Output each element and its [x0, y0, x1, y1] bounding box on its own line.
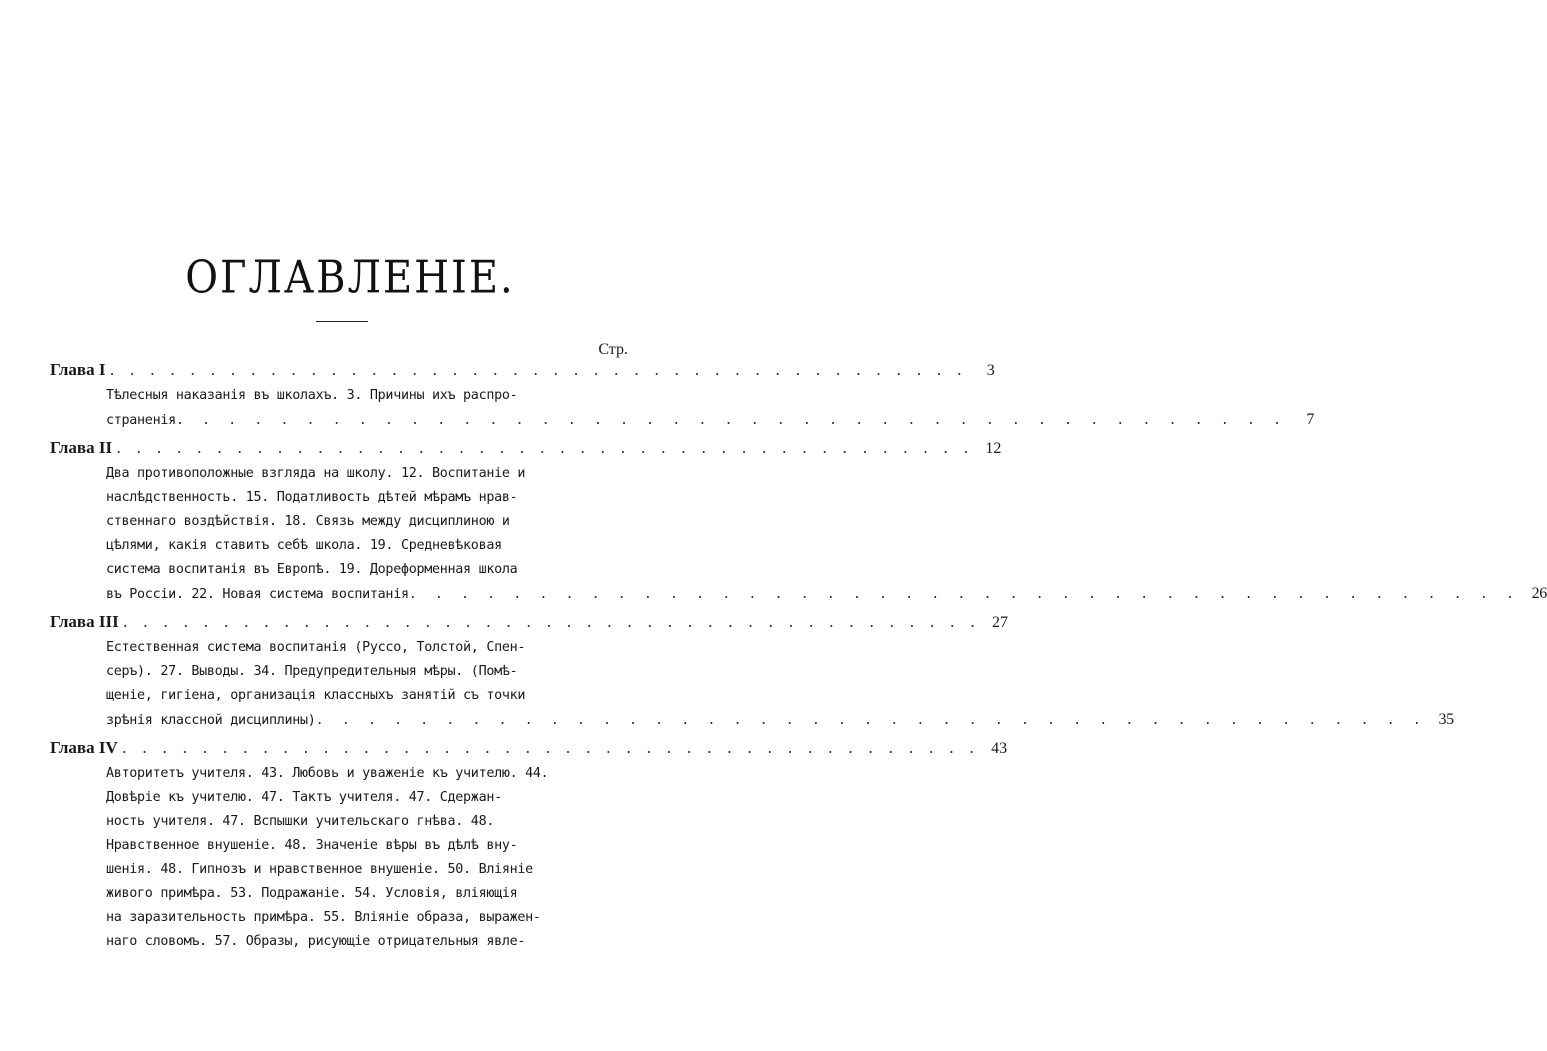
chapter-description: [106, 636, 1454, 732]
description-line: система воспитанія въ Европѣ. 19. Дореформенная школа: [106, 562, 518, 577]
description-line: Естественная система воспитанія (Руссо, Толстой, Спен-: [106, 640, 526, 655]
chapter-page-number: 43: [991, 740, 1008, 757]
table-of-contents: [50, 360, 1547, 954]
chapter-description: [106, 384, 1315, 432]
chapter-heading: [50, 738, 1008, 762]
section-page-number: 26: [1531, 585, 1547, 602]
description-line: наго словомъ. 57. Образы, рисующіе отрицательныя явле-: [106, 934, 526, 949]
chapter-heading: [50, 438, 1002, 462]
description-last-line: [106, 408, 1315, 432]
description-line: зрѣнія классной дисциплины): [106, 713, 316, 728]
chapter-description: [106, 462, 1547, 606]
description-last-line: [106, 708, 1454, 732]
dot-leader: . . . . . . . . . . . . . . . . . . . . . . . . . . . . . . . . . . . . . . . . . . .: [122, 612, 981, 631]
description-line: наслѣдственность. 15. Податливость дѣтей мѣрамъ нрав-: [106, 490, 518, 505]
page-column-label: Стр.: [598, 341, 628, 358]
description-line: серъ). 27. Выводы. 34. Предупредительныя мѣры. (Помѣ-: [106, 664, 518, 679]
description-line: на заразительность примѣра. 55. Вліяніе образа, выражен-: [106, 910, 541, 925]
chapter-page-number: 27: [992, 614, 1009, 631]
chapter-label: Глава II: [50, 438, 113, 457]
dot-leader: . . . . . . . . . . . . . . . . . . . . . . . . . . . . . . . . . . . . . . . . . . .: [408, 587, 1519, 602]
description-line: шенія. 48. Гипнозъ и нравственное внушеніе. 50. Вліяніе: [106, 862, 533, 877]
dot-leader: . . . . . . . . . . . . . . . . . . . . . . . . . . . . . . . . . . . . . . . . . . .: [315, 713, 1426, 728]
description-line: Два противоположные взгляда на школу. 12. Воспитаніе и: [106, 466, 526, 481]
description-line: ственнаго воздѣйствія. 18. Связь между дисциплиною и: [106, 514, 510, 529]
chapter-label: Глава IV: [50, 738, 118, 757]
chapter-heading: [50, 360, 995, 384]
description-line: Довѣріе къ учителю. 47. Тактъ учителя. 47. Сдержан-: [106, 790, 502, 805]
description-line: ность учителя. 47. Вспышки учительскаго гнѣва. 48.: [106, 814, 495, 829]
description-line: живого примѣра. 53. Подражаніе. 54. Условія, вліяющія: [106, 886, 518, 901]
description-line: щеніе, гигіена, организація классныхъ занятій съ точки: [106, 688, 526, 703]
description-last-line: [106, 582, 1547, 606]
title-divider: [316, 321, 368, 322]
section-page-number: 35: [1438, 711, 1454, 728]
dot-leader: . . . . . . . . . . . . . . . . . . . . . . . . . . . . . . . . . . . . . . . . . . .: [116, 438, 974, 457]
chapter-heading: [50, 612, 1009, 636]
description-line: Авторитетъ учителя. 43. Любовь и уваженіе къ учителю. 44.: [106, 766, 549, 781]
chapter-page-number: 12: [985, 440, 1002, 457]
description-line: Тѣлесныя наказанія въ школахъ. 3. Причины ихъ распро-: [106, 388, 518, 403]
chapter-label: Глава I: [50, 360, 106, 379]
section-page-number: 7: [1306, 411, 1315, 428]
dot-leader: . . . . . . . . . . . . . . . . . . . . . . . . . . . . . . . . . . . . . . . . . . .: [109, 360, 967, 379]
page-title: ОГЛАВЛЕНІЕ.: [185, 252, 515, 304]
chapter-description: [106, 762, 600, 954]
dot-leader: . . . . . . . . . . . . . . . . . . . . . . . . . . . . . . . . . . . . . . . . . . .: [121, 738, 980, 757]
description-line: Нравственное внушеніе. 48. Значеніе вѣры въ дѣлѣ вну-: [106, 838, 518, 853]
description-line: въ Россіи. 22. Новая система воспитанія: [106, 587, 409, 602]
chapter-page-number: 3: [986, 362, 995, 379]
chapter-label: Глава III: [50, 612, 119, 631]
description-line: цѣлями, какія ставитъ себѣ школа. 19. Средневѣковая: [106, 538, 502, 553]
description-line: страненія: [106, 413, 176, 428]
dot-leader: . . . . . . . . . . . . . . . . . . . . . . . . . . . . . . . . . . . . . . . . . . .: [175, 413, 1287, 428]
